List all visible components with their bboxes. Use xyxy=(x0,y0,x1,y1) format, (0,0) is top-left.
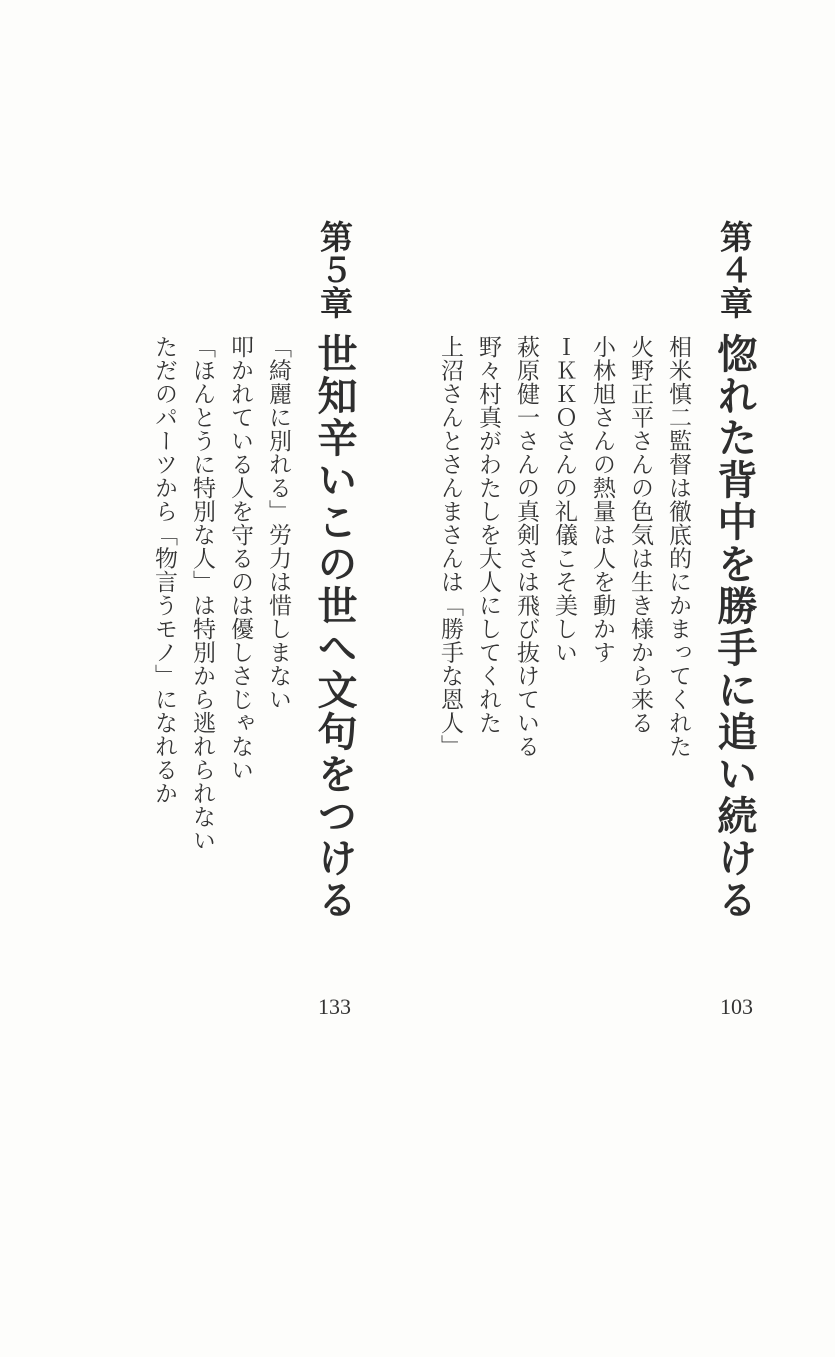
list-item: 「ほんとうに特別な人」は特別から逃れられない xyxy=(189,335,215,852)
list-item: 上沼さんとさんまさんは「勝手な恩人」 xyxy=(437,335,463,758)
chapter-5-number: 第５章 xyxy=(315,220,354,319)
list-item: ＩＫＫＯさんの礼儀こそ美しい xyxy=(551,335,577,664)
chapter-4-page-number: 103 xyxy=(720,994,753,1019)
list-item: 叩かれている人を守るのは優しさじゃない xyxy=(227,335,253,782)
list-item: 野々村真がわたしを大人にしてくれた xyxy=(475,335,501,735)
chapter-4-title: 惚れた背中を勝手に追い続ける xyxy=(711,333,758,921)
list-item: 火野正平さんの色気は生き様から来る xyxy=(627,335,653,735)
list-item: 萩原健一さんの真剣さは飛び抜けている xyxy=(513,335,539,758)
list-item: 小林旭さんの熱量は人を動かす xyxy=(589,335,615,664)
list-item: 「綺麗に別れる」労力は惜しまない xyxy=(265,335,291,711)
chapter-5-title: 世知辛いこの世へ文句をつける xyxy=(311,333,358,921)
list-item: 相米慎二監督は徹底的にかまってくれた xyxy=(665,335,691,758)
chapter-5-page-number: 133 xyxy=(318,994,351,1019)
chapter-4-number: 第４章 xyxy=(715,220,754,319)
list-item: ただのパーツから「物言うモノ」になれるか xyxy=(151,335,177,805)
